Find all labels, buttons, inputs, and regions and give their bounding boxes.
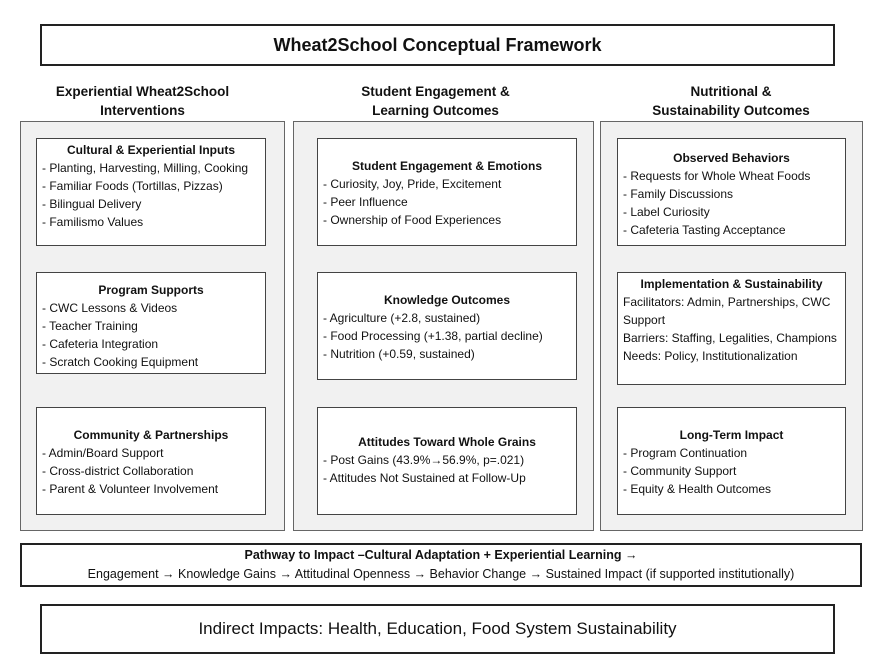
column-heading-outcomes <box>600 82 862 120</box>
card-program-supports <box>36 272 266 374</box>
card-line: - Cafeteria Integration <box>42 337 159 351</box>
column-heading-interventions <box>20 82 265 120</box>
column-heading-line: Sustainability Outcomes <box>652 103 810 118</box>
card-line: - Food Processing (+1.38, partial decline) <box>323 329 543 343</box>
card-line: - Ownership of Food Experiences <box>323 213 502 227</box>
card-line: Needs: Policy, Institutionalization <box>623 349 798 363</box>
card-cultural-experiential-inputs <box>36 138 266 246</box>
card-long-term-impact <box>617 407 846 515</box>
card-line: Facilitators: Admin, Partnerships, CWC Support <box>623 295 831 327</box>
column-heading-line: Interventions <box>100 103 185 118</box>
card-line: - Familismo Values <box>42 215 144 229</box>
card-line: - Community Support <box>623 464 737 478</box>
card-line: - Label Curiosity <box>623 205 710 219</box>
column-heading-line: Student Engagement & <box>361 84 510 99</box>
card-line: - Family Discussions <box>623 187 734 201</box>
card-line: - Peer Influence <box>323 195 408 209</box>
card-line: - Cafeteria Tasting Acceptance <box>623 223 786 237</box>
card-knowledge-outcomes <box>317 272 577 380</box>
card-line: - Attitudes Not Sustained at Follow-Up <box>323 471 526 485</box>
pathway-title: Pathway to Impact –Cultural Adaptation + Experiential Learning → <box>244 548 638 562</box>
column-heading-line: Learning Outcomes <box>372 103 499 118</box>
pathway-to-impact-box <box>20 543 862 587</box>
card-line: Barriers: Staffing, Legalities, Champions <box>623 331 837 345</box>
card-line: - Requests for Whole Wheat Foods <box>623 169 811 183</box>
card-title: Observed Behaviors <box>673 151 790 165</box>
card-title: Student Engagement & Emotions <box>351 159 542 173</box>
card-line: - Scratch Cooking Equipment <box>42 355 199 369</box>
card-title: Cultural & Experiential Inputs <box>66 143 236 157</box>
card-implementation-sustainability <box>617 272 846 385</box>
card-observed-behaviors <box>617 138 846 246</box>
card-line: - Equity & Health Outcomes <box>623 482 772 496</box>
card-line: - Familiar Foods (Tortillas, Pizzas) <box>42 179 223 193</box>
pathway-chain: Engagement → Knowledge Gains → Attitudinal Openness → Behavior Change → Sustained Impact (if supported institutionally) <box>87 567 795 581</box>
card-title: Attitudes Toward Whole Grains <box>358 435 536 449</box>
card-title: Knowledge Outcomes <box>383 293 511 307</box>
card-student-engagement-emotions <box>317 138 577 246</box>
card-line: - CWC Lessons & Videos <box>42 301 178 315</box>
card-line: - Cross-district Collaboration <box>42 464 194 478</box>
column-heading-engagement <box>293 82 578 120</box>
card-community-partnerships <box>36 407 266 515</box>
indirect-impacts-box: Indirect Impacts: Health, Education, Food System Sustainability <box>40 604 835 654</box>
framework-title: Wheat2School Conceptual Framework <box>40 24 835 66</box>
card-title: Long-Term Impact <box>679 428 784 442</box>
card-line: - Curiosity, Joy, Pride, Excitement <box>323 177 502 191</box>
card-line: - Planting, Harvesting, Milling, Cooking <box>42 161 249 175</box>
column-heading-line: Experiential Wheat2School <box>55 84 230 99</box>
card-line: - Post Gains (43.9%→56.9%, p=.021) <box>323 453 525 467</box>
card-title: Community & Partnerships <box>73 428 229 442</box>
card-line: - Agriculture (+2.8, sustained) <box>323 311 481 325</box>
card-attitudes-whole-grains <box>317 407 577 515</box>
card-line: - Bilingual Delivery <box>42 197 142 211</box>
card-line: - Teacher Training <box>42 319 138 333</box>
card-line: - Parent & Volunteer Involvement <box>42 482 219 496</box>
card-line: - Nutrition (+0.59, sustained) <box>323 347 475 361</box>
card-line: - Program Continuation <box>623 446 748 460</box>
card-title: Implementation & Sustainability <box>640 277 823 291</box>
card-line: - Admin/Board Support <box>42 446 164 460</box>
card-title: Program Supports <box>98 283 204 297</box>
column-heading-line: Nutritional & <box>690 84 772 99</box>
